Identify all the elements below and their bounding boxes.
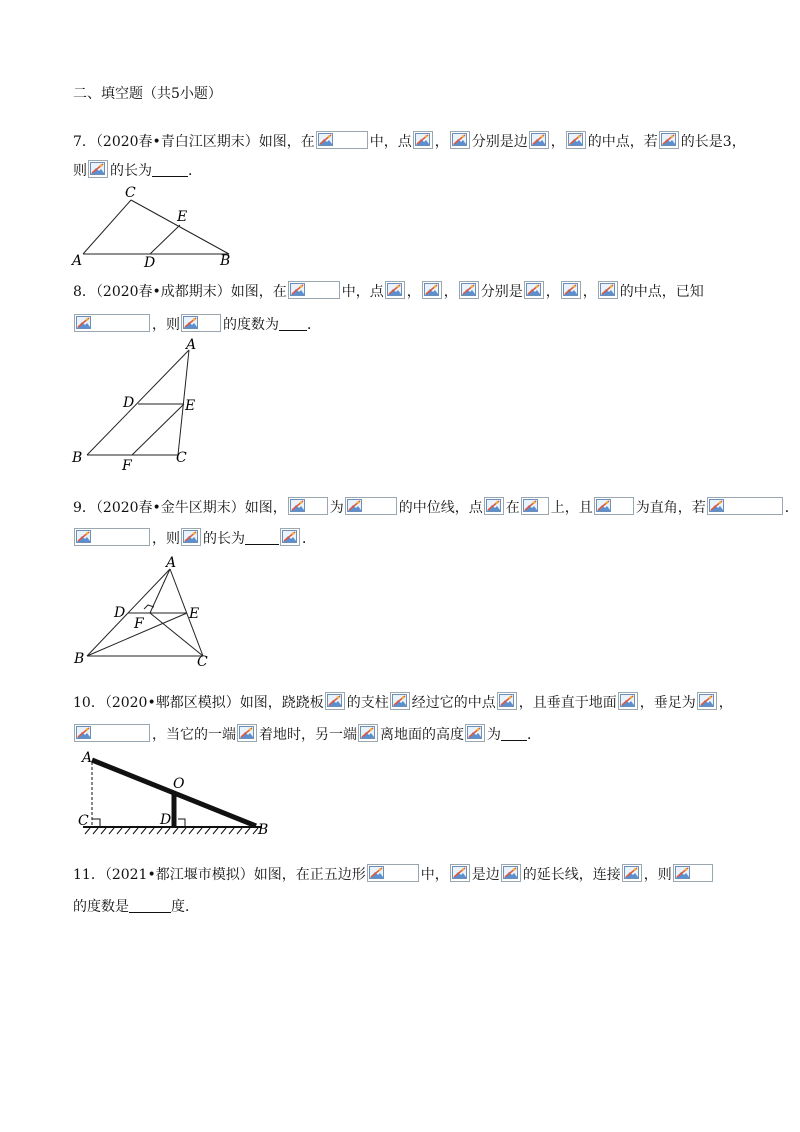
q9-text: ．	[302, 531, 316, 547]
formula-image-icon	[345, 497, 397, 515]
q8-text: ，	[406, 284, 421, 300]
formula-image-icon	[325, 692, 345, 710]
q7-text: 的长为	[110, 163, 152, 179]
question-11-line-2	[73, 897, 199, 917]
label-F: F	[134, 616, 144, 632]
formula-image-icon	[529, 131, 549, 149]
q7-text: 则	[73, 163, 87, 179]
formula-image-icon	[316, 131, 368, 149]
q9-text: 的中位线，点	[398, 500, 483, 516]
q9-text: 为直角，若	[635, 500, 706, 516]
q8-text: 中，点	[341, 284, 384, 300]
label-E: E	[189, 606, 200, 622]
label-O: O	[173, 776, 185, 792]
q10-text: ，且垂直于地面	[518, 695, 617, 711]
q10-text: 经过它的中点	[411, 695, 496, 711]
question-8-line-1	[73, 281, 704, 302]
q10-text: 的支柱	[346, 695, 389, 711]
label-A: A	[72, 253, 83, 269]
q8-text: 的度数为	[223, 317, 279, 333]
formula-image-icon	[390, 692, 410, 710]
q7-text: ．	[188, 163, 202, 179]
q11-text: 的度数是	[73, 899, 129, 915]
formula-image-icon	[181, 528, 201, 546]
q9-text: ．	[784, 500, 799, 516]
label-F: F	[122, 458, 132, 474]
section-title: 二、填空题（共5小题）	[73, 86, 222, 102]
q8-text: 分别是	[480, 284, 523, 300]
q10-text: 离地面的高度	[380, 727, 464, 743]
q7-text: ，	[434, 134, 449, 150]
label-A: A	[186, 337, 197, 353]
label-C: C	[78, 813, 89, 829]
label-D: D	[114, 605, 126, 621]
formula-image-icon	[74, 314, 150, 332]
q8-text: ．	[307, 317, 321, 333]
q10-text: ．	[527, 727, 541, 743]
formula-image-icon	[385, 281, 405, 299]
q10-text: 着地时，另一端	[259, 727, 357, 743]
formula-image-icon	[673, 864, 713, 882]
label-C: C	[176, 450, 187, 466]
q9-text: 在	[505, 500, 520, 516]
q9-text: ，则	[152, 531, 180, 547]
formula-image-icon	[288, 281, 340, 299]
q7-text: 分别是边	[471, 134, 528, 150]
q8-text: ，	[443, 284, 458, 300]
formula-image-icon	[450, 131, 470, 149]
label-A: A	[166, 555, 177, 571]
formula-image-icon	[598, 281, 618, 299]
figure-q7-triangle	[70, 185, 240, 270]
formula-image-icon	[521, 497, 549, 515]
label-A: A	[82, 750, 93, 766]
formula-image-icon	[484, 497, 504, 515]
question-10-line-2	[73, 724, 541, 745]
formula-image-icon	[501, 864, 521, 882]
q10-text: 为	[487, 727, 501, 743]
q11-text: 中，	[420, 867, 449, 883]
formula-image-icon	[450, 864, 470, 882]
answer-blank[interactable]	[501, 726, 527, 741]
q9-text: 为	[329, 500, 344, 516]
formula-image-icon	[288, 497, 328, 515]
formula-image-icon	[74, 528, 150, 546]
q11-text: 度．	[171, 899, 199, 915]
formula-image-icon	[459, 281, 479, 299]
label-E: E	[177, 209, 188, 225]
q8-text: ，	[582, 284, 597, 300]
q8-text: 的中点，已知	[619, 284, 704, 300]
formula-image-icon	[237, 724, 257, 742]
q10-text: ，	[718, 695, 733, 711]
q9-text: 9．（2020春•金牛区期末）如图，	[73, 500, 287, 516]
formula-image-icon	[413, 131, 433, 149]
label-B: B	[258, 822, 269, 838]
label-D: D	[144, 255, 156, 271]
answer-blank[interactable]	[279, 316, 307, 331]
label-B: B	[72, 450, 83, 466]
q11-text: 的延长线，连接	[522, 867, 621, 883]
formula-image-icon	[497, 692, 517, 710]
q7-text: 的长是3，	[680, 134, 746, 150]
formula-image-icon	[566, 131, 586, 149]
formula-image-icon	[659, 131, 679, 149]
formula-image-icon	[74, 724, 150, 742]
formula-image-icon	[422, 281, 442, 299]
q7-text: 中，点	[369, 134, 412, 150]
question-7-line-1	[73, 131, 746, 152]
q7-text: 的中点，若	[587, 134, 658, 150]
question-9-line-1	[73, 497, 799, 518]
answer-blank[interactable]	[152, 162, 188, 177]
formula-image-icon	[181, 314, 221, 332]
figure-q10-seesaw	[70, 750, 280, 840]
formula-image-icon	[524, 281, 544, 299]
formula-image-icon	[618, 692, 638, 710]
formula-image-icon	[367, 864, 419, 882]
q10-text: ，当它的一端	[152, 727, 236, 743]
q8-text: 8．（2020春•成都期末）如图，在	[73, 284, 287, 300]
label-C: C	[125, 185, 136, 201]
answer-blank[interactable]	[245, 530, 279, 545]
question-8-line-2	[73, 314, 321, 335]
formula-image-icon	[88, 160, 108, 178]
q9-text: 的长为	[203, 531, 245, 547]
question-9-line-2	[73, 528, 316, 549]
q10-text: 10．（2020•郫都区模拟）如图，跷跷板	[73, 695, 324, 711]
formula-image-icon	[358, 724, 378, 742]
q7-text: ，	[550, 134, 565, 150]
q8-text: ，	[545, 284, 560, 300]
figure-q8-triangle	[68, 338, 208, 473]
formula-image-icon	[707, 497, 783, 515]
q10-text: ，垂足为	[639, 695, 696, 711]
formula-image-icon	[697, 692, 717, 710]
label-E: E	[185, 398, 196, 414]
question-11-line-1	[73, 864, 715, 885]
formula-image-icon	[561, 281, 581, 299]
formula-image-icon	[594, 497, 634, 515]
label-D: D	[160, 812, 172, 828]
q7-prefix: 7．（2020春•青白江区期末）如图，在	[73, 134, 315, 150]
label-C: C	[197, 654, 208, 670]
q8-text: ，则	[152, 317, 180, 333]
label-B: B	[74, 651, 85, 667]
q11-text: 11．（2021•都江堰市模拟）如图，在正五边形	[73, 867, 366, 883]
q11-text: 是边	[471, 867, 500, 883]
question-10-line-1	[73, 692, 733, 713]
q11-text: ，则	[643, 867, 672, 883]
formula-image-icon	[622, 864, 642, 882]
answer-blank[interactable]	[129, 898, 171, 913]
formula-image-icon	[465, 724, 485, 742]
label-D: D	[123, 395, 135, 411]
figure-q9-triangle	[70, 555, 220, 670]
q9-text: 上，且	[550, 500, 593, 516]
formula-image-icon	[280, 528, 300, 546]
label-B: B	[220, 253, 231, 269]
question-7-line-2	[73, 160, 202, 181]
